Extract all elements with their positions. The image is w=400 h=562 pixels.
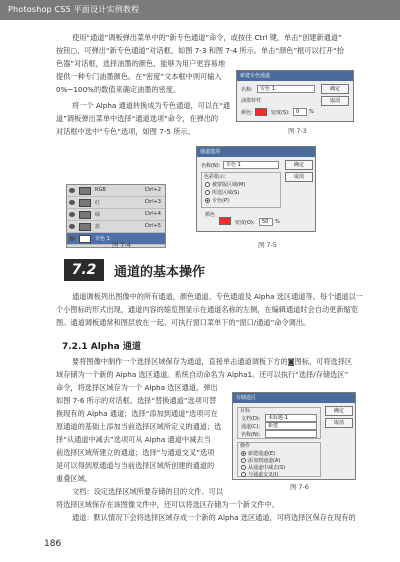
eye-icon[interactable] [69, 224, 75, 229]
figure-7-4-caption: 图 7-4 [112, 241, 131, 249]
density-label: 密度(S): [271, 110, 290, 116]
channel-shortcut: Ctrl+3 [144, 199, 161, 205]
name-label: 名称: [241, 87, 253, 93]
option-new-channel[interactable]: 新建通道(E) [241, 450, 275, 457]
new-spot-channel-dialog [236, 70, 354, 122]
radio-checked-icon [241, 451, 246, 456]
channel-options-dialog [196, 146, 316, 232]
operation-group-label: 操作 [240, 443, 251, 449]
channel-thumbnail [79, 223, 91, 231]
para3-line-4: 如图 7-6 所示的对话框。选择“替换通道”选项可替 [56, 396, 217, 405]
dialog-title: 存储选区 [233, 393, 355, 403]
page-header-title: Photoshop CS5 平面设计实例教程 [8, 5, 140, 14]
name-input[interactable] [265, 430, 317, 438]
document-label: 文档(D): [241, 416, 261, 422]
channel-row[interactable] [67, 197, 165, 209]
option-masked-areas[interactable]: 被蒙版区域(M) [205, 181, 245, 188]
percent-label: % [275, 219, 280, 225]
para1-line-6: 将一个 Alpha 通道转换成为专色通道，可以在“通 [72, 101, 231, 110]
figure-7-3-caption: 图 7-3 [288, 127, 307, 135]
para3-line-6: 原通道的基础上添加当前选择区域所定义的通道；选 [56, 422, 222, 431]
channel-name: 蓝 [95, 224, 101, 230]
para4-line-3: 通道：默认情况下会将选择区域存成一个新的 Alpha 选区通道，可将选择区保存在现有的 [72, 513, 356, 522]
para1-line-3: 色器”对话框，选择油墨的颜色，能够为用户更容易地 [56, 59, 226, 68]
channel-thumbnail [79, 187, 91, 195]
option-spot-color[interactable]: 专色(P) [205, 197, 229, 204]
channel-name: 专色 1 [95, 236, 110, 242]
density-input[interactable]: 0 [293, 108, 307, 116]
group-label: 色彩指示: [204, 174, 226, 180]
cancel-button[interactable]: 取消 [321, 96, 349, 106]
radio-icon [205, 190, 210, 195]
para1-line-4: 提供一种专门油墨颜色。在“密度”文本框中则可输入 [56, 72, 222, 81]
ok-button[interactable]: 确定 [285, 160, 313, 170]
cancel-button[interactable]: 取消 [285, 172, 313, 182]
document-select[interactable]: 未标题-1 [265, 414, 317, 422]
channel-name: 红 [95, 200, 101, 206]
section-title: 通道的基本操作 [114, 265, 206, 280]
ok-button[interactable]: 确定 [325, 406, 353, 416]
option-add-to-channel[interactable]: 添加到通道(A) [241, 457, 280, 464]
radio-icon [241, 465, 246, 470]
ink-group-label: 油墨特性 [241, 98, 262, 104]
channel-row[interactable] [67, 221, 165, 233]
name-label: 名称(N): [241, 432, 261, 438]
option-intersect-channel[interactable]: 与通道交叉(I) [241, 471, 278, 478]
para3-line-10: 重叠区域。 [56, 474, 92, 483]
eye-icon[interactable] [69, 212, 75, 217]
channel-thumbnail [79, 211, 91, 219]
section-number-badge: 7.2 [64, 259, 104, 281]
figure-7-6-caption: 图 7-6 [290, 483, 309, 491]
name-label: 名称(N): [201, 163, 221, 169]
eye-icon[interactable] [69, 200, 75, 205]
para1-line-2: 按钮▢，可弹出“新专色通道”对话框，如图 7-3 和图 7-4 所示。单击“颜色”框可以打开“拾 [56, 46, 345, 55]
option-subtract-from-channel[interactable]: 从通道中减去(S) [241, 464, 285, 471]
cancel-button[interactable]: 取消 [325, 418, 353, 428]
para4-line-1: 文档：设定选择区域所要存储的目的文件。可以 [72, 487, 223, 496]
para4-line-2: 将选择区域保存在该图像文件中，还可以将选区存储为一个新文件中。 [56, 500, 279, 509]
dialog-title: 通道选项 [197, 147, 315, 157]
channel-label: 通道(C): [241, 424, 261, 430]
channel-thumbnail [79, 235, 91, 243]
radio-checked-icon [205, 198, 210, 203]
name-input[interactable]: 专色 1 [257, 85, 315, 93]
name-input[interactable]: 专色 1 [223, 161, 279, 169]
radio-icon [241, 458, 246, 463]
density-input[interactable]: 50 [259, 218, 273, 226]
para3-line-8: 前选择区域所建立的通道；选择“与通道交叉”选项 [56, 448, 215, 457]
channel-name: 绿 [95, 212, 101, 218]
para3-line-5: 换现有的 Alpha 通道；选择“添加到通道”选项可在 [56, 409, 218, 418]
dialog-title: 新建专色通道 [237, 71, 353, 81]
color-swatch[interactable] [219, 217, 231, 225]
color-label: 颜色: [241, 110, 253, 116]
para3-line-3: 命令，将选择区域存为一个 Alpha 选区通道，弹出 [56, 383, 218, 392]
para2-line-2: 个小图标的形式出现，通道内容的缩览图显示在通道名称的左侧，在编辑通道时会自动更新缩览 [56, 305, 358, 314]
channel-select[interactable]: 新建 [265, 422, 317, 430]
page-number: 186 [44, 539, 62, 549]
para1-line-1: 使用“通道”调板弹出菜单中的“新专色通道”命令，或按住 Ctrl 键，单击“创建新通道” [72, 33, 342, 42]
para3-line-7: 择“从通道中减去”选项可从 Alpha 通道中减去当 [56, 435, 211, 444]
channel-name: RGB [95, 187, 106, 193]
ok-button[interactable]: 确定 [321, 84, 349, 94]
para3-line-9: 是可以得到原通道与当前选择区域所创建的通道的 [56, 461, 215, 470]
para1-line-5: 0%~100%的数值来确定油墨的密度。 [56, 85, 181, 94]
para3-line-2: 域存储为一个新的 Alpha 选区通道。系统自动命名为 Alpha1。还可以执行“选择/存储选区” [56, 370, 349, 379]
density-label: 密度(O): [235, 220, 255, 226]
destination-group-label: 目标 [240, 408, 251, 414]
figure-7-5-caption: 图 7-5 [258, 241, 277, 249]
percent-label: % [309, 109, 314, 115]
para1-line-7: 道”调板弹出菜单中选择“通道选项”命令，在弹出的 [56, 114, 219, 123]
radio-icon [241, 472, 246, 477]
channel-row[interactable] [67, 185, 165, 197]
para3-line-1: 要将图像中制作一个选择区域保存为通道，直接单击通道调板下方的◙图标，可将选择区 [72, 357, 353, 366]
eye-icon[interactable] [69, 188, 75, 193]
color-swatch[interactable] [255, 108, 267, 116]
channel-shortcut: Ctrl+4 [144, 211, 161, 217]
channel-thumbnail [79, 199, 91, 207]
color-label: 颜色 [205, 212, 216, 218]
channel-row[interactable] [67, 209, 165, 221]
para1-line-8: 对话框中选中“专色”选项，如图 7-5 所示。 [56, 127, 195, 136]
option-selected-areas[interactable]: 所选区域(S) [205, 189, 239, 196]
radio-icon [205, 182, 210, 187]
para2-line-1: 通道调板列出图像中的所有通道，颜色通道、专色通道及 Alpha 选区通道等。每个通道以一 [72, 292, 363, 301]
save-selection-dialog [232, 392, 356, 480]
para2-line-3: 图。通道调板通常和图层放在一起，可执行窗口菜单下的“窗口/通道”命令调出。 [56, 318, 311, 327]
channel-shortcut: Ctrl+2 [144, 187, 161, 193]
channels-panel [66, 184, 166, 248]
channel-shortcut: Ctrl+5 [144, 223, 161, 229]
subsection-title: 7.2.1 Alpha 通道 [62, 342, 141, 352]
eye-icon[interactable] [69, 236, 75, 241]
